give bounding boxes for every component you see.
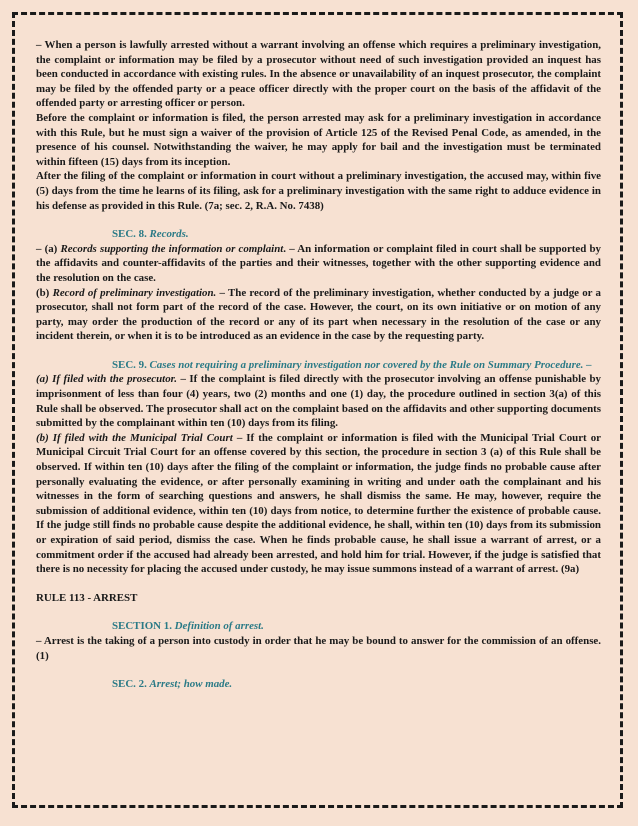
records-a-lead: – (a) <box>36 242 58 255</box>
records-b-body: – The record of the preliminary investigation, whether conducted by a judge or a prosecutor, shall not form part of the record of the case. However, the court, on its own initiative or on motion of any party, may order the production of the record or any of its part when necessary in the resolution of the case or any incident therein, or when it is to be introduced as an evidence in the case by the requesting party. <box>36 286 601 343</box>
records-b-lead: (b) <box>36 286 50 299</box>
section-9-number: SEC. 9. <box>112 358 147 371</box>
section-9-heading <box>112 358 601 373</box>
section-1-heading <box>112 619 601 634</box>
section-9-title: Cases not requiring a preliminary investigation nor covered by the Rule on Summary Procedure. – <box>149 358 592 371</box>
records-a-body: . – An information or complaint filed in court shall be supported by the affidavits and counter-affidavits of the parties and their witnesses, together with the other supporting evidence and the resolution on the case. <box>36 242 601 284</box>
paragraph-records-a <box>36 242 601 286</box>
paragraph-prosecutor <box>36 372 601 430</box>
paragraph-inquest: – When a person is lawfully arrested without a warrant involving an offense which requires a preliminary investigation, the complaint or information may be filed by a prosecutor without need of such investigation provided an inquest has been conducted in accordance with existing rules. In the absence or unavailability of an inquest prosecutor, the complaint may be filed by the offended party or a peace officer directly with the proper court on the basis of the affidavit of the offended party or arresting officer or person. <box>36 39 601 110</box>
records-b-heading: Record of preliminary investigation. <box>52 286 217 299</box>
section-2-number: SEC. 2. <box>112 678 147 691</box>
section-2-heading <box>112 677 601 692</box>
prosecutor-heading: (a) If filed with the prosecutor. <box>36 373 178 386</box>
paragraph-after-filing: After the filing of the complaint or information in court without a preliminary investigation, the accused may, within five (5) days from the time he learns of its filing, ask for a preliminary investigation with the same right to adduce evidence in his defense as provided in this Rule. (7a; sec. 2, R.A. No. 7438) <box>36 170 601 212</box>
paragraph-mtc <box>36 431 601 577</box>
paragraph-waiver: Before the complaint or information is filed, the person arrested may ask for a preliminary investigation in accordance with this Rule, but he must sign a waiver of the provision of Article 125 of the Revised Penal Code, as amended, in the presence of his counsel. Notwithstanding the waiver, he may apply for bail and the investigation must be terminated within fifteen (15) days from its inception. <box>36 111 601 168</box>
mtc-heading: (b) If filed with the Municipal Trial Court <box>36 431 233 444</box>
section-1-title: Definition of arrest. <box>174 620 264 633</box>
section-8-title: Records. <box>149 228 189 241</box>
section-1-number: SECTION 1. <box>112 620 172 633</box>
records-a-heading: Records supporting the information or complaint <box>60 242 284 255</box>
prosecutor-body: – If the complaint is filed directly with the prosecutor involving an offense punishable by imprisonment of less than four (4) years, two (2) months and one (1) day, the procedure outlined in section 3(a) of this Rule shall be observed. The prosecutor shall act on the complaint based on the affidavits and other supporting documents submitted by the complainant within ten (10) days from its filing. <box>36 373 601 430</box>
paragraph-arrest-definition: – Arrest is the taking of a person into custody in order that he may be bound to answer for the commission of an offense. (1) <box>36 634 601 662</box>
rule-113-heading: RULE 113 - ARREST <box>36 591 138 604</box>
section-2-title: Arrest; how made. <box>149 678 233 691</box>
section-8-heading <box>112 227 601 242</box>
mtc-body: – If the complaint or information is filed with the Municipal Trial Court or Municipal Circuit Trial Court for an offense covered by this section, the procedure in section 3 (a) of this Rule shall be observed. If within ten (10) days after the filing of the complaint or information, the judge finds no probable cause after personally evaluating the evidence, or after personally examining in writing and under oath the complainant and his witnesses in the form of searching questions and answers, he shall dismiss the same. He may, however, require the submission of additional evidence, within ten (10) days from notice, to determine further the existence of probable cause. If the judge still finds no probable cause despite the additional evidence, he shall, within ten (10) days from its submission or expiration of said period, dismiss the case. When he finds probable cause, he shall issue a warrant of arrest, or a commitment order if the accused had already been arrested, and hold him for trial. However, if the judge is satisfied that there is no necessity for placing the accused under custody, he may issue summons instead of a warrant of arrest. (9a) <box>36 431 602 576</box>
paragraph-records-b <box>36 286 601 344</box>
section-8-number: SEC. 8. <box>112 228 147 241</box>
document-body <box>36 38 601 692</box>
